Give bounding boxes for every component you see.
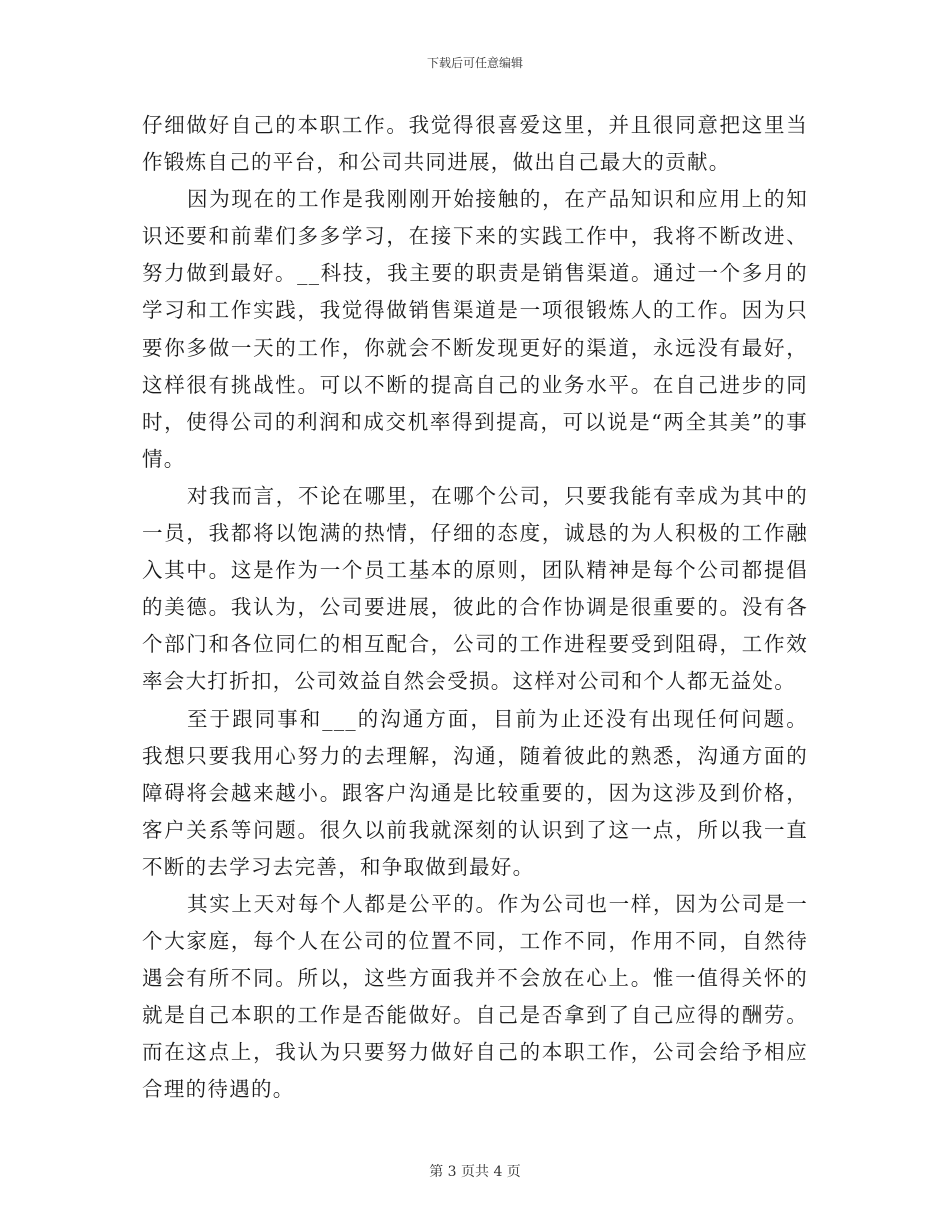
page-header: 下载后可任意编辑 xyxy=(426,56,523,70)
paragraph-2: 因为现在的工作是我刚刚开始接触的，在产品知识和应用上的知识还要和前辈们多多学习，在接下来的实践工作中，我将不断改进、努力做到最好。__科技，我主要的职责是销售渠道。通过一个多月的学习和工作实践，我觉得做销售渠道是一项很锻炼人的工作。因为只要你多做一天的工作，你就会不断发现更好的渠道，永远没有最好，这样很有挑战性。可以不断的提高自己的业务水平。在自己进步的同时，使得公司的利润和成交机率得到提高，可以说是“两全其美”的事情。 xyxy=(142,187,808,471)
paragraph-5: 其实上天对每个人都是公平的。作为公司也一样，因为公司是一个大家庭，每个人在公司的位置不同，工作不同，作用不同，自然待遇会有所不同。所以，这些方面我并不会放在心上。惟一值得关怀的就是自己本职的工作是否能做好。自己是否拿到了自己应得的酬劳。而在这点上，我认为只要努力做好自己的本职工作，公司会给予相应合理的待遇的。 xyxy=(142,891,808,1102)
page-footer: 第 3 页共 4 页 xyxy=(429,1164,521,1180)
paragraph-4: 至于跟同事和___的沟通方面，目前为止还没有出现任何问题。我想只要我用心努力的去理解，沟通，随着彼此的熟悉，沟通方面的障碍将会越来越小。跟客户沟通是比较重要的，因为这涉及到价格，客户关系等问题。很久以前我就深刻的认识到了这一点，所以我一直不断的去学习去完善，和争取做到最好。 xyxy=(142,706,808,879)
paragraph-1: 仔细做好自己的本职工作。我觉得很喜爱这里，并且很同意把这里当作锻炼自己的平台，和公司共同进展，做出自己最大的贡献。 xyxy=(142,113,808,175)
paragraph-3: 对我而言，不论在哪里，在哪个公司，只要我能有幸成为其中的一员，我都将以饱满的热情，仔细的态度，诚恳的为人积极的工作融入其中。这是作为一个员工基本的原则，团队精神是每个公司都提倡的美德。我认为，公司要进展，彼此的合作协调是很重要的。没有各个部门和各位同仁的相互配合，公司的工作进程要受到阻碍，工作效率会大打折扣，公司效益自然会受损。这样对公司和个人都无益处。 xyxy=(142,483,808,694)
document-body xyxy=(142,107,808,1109)
